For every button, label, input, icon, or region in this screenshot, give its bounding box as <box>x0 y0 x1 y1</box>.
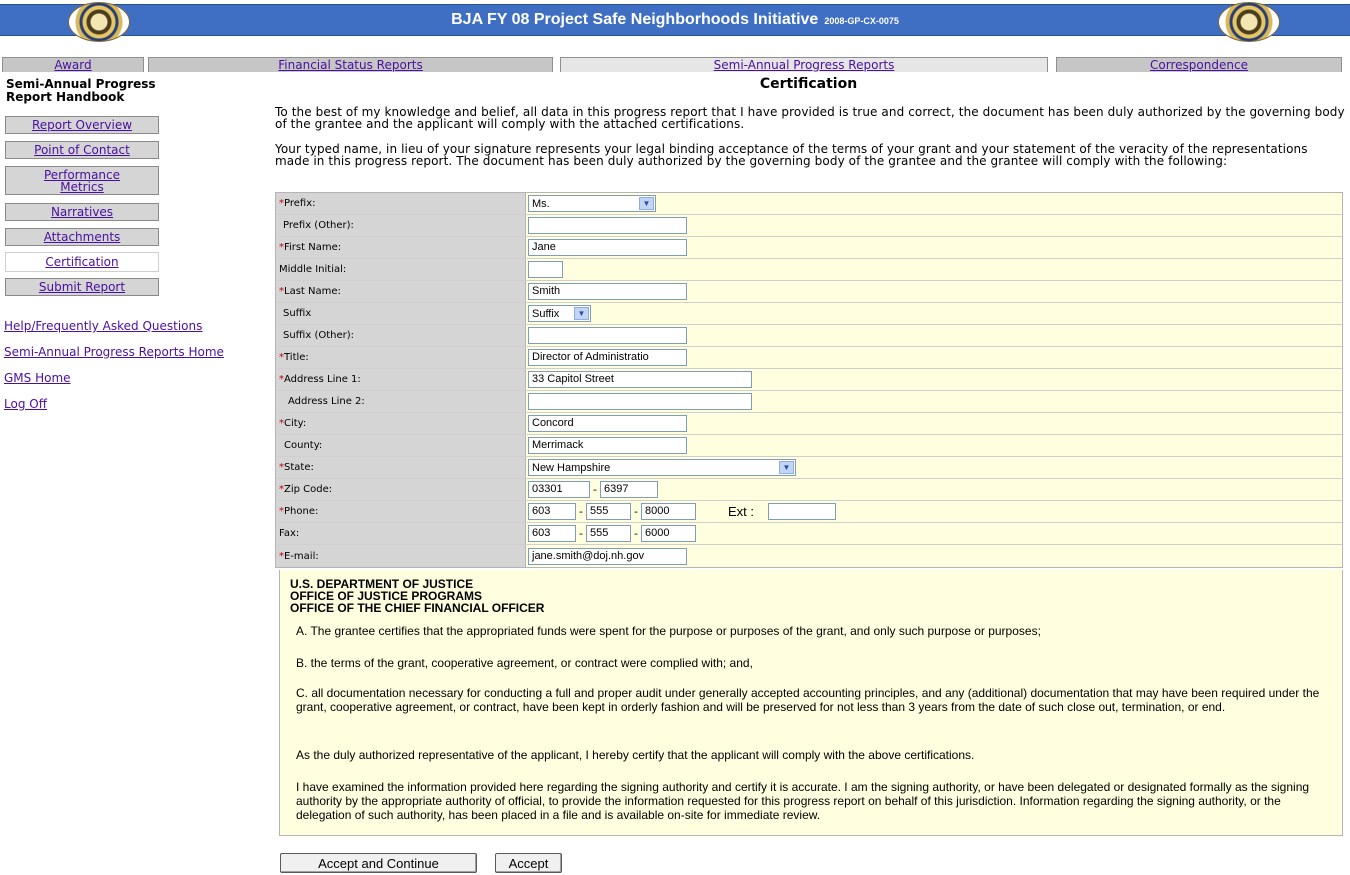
accept-button[interactable]: Accept <box>495 853 562 873</box>
first-name-input[interactable]: Jane <box>528 239 687 256</box>
form-row-address-line-2 <box>276 391 1342 413</box>
required-marker: * <box>279 418 284 429</box>
chevron-down-icon[interactable]: ▼ <box>779 461 794 474</box>
form-row-state <box>276 457 1342 479</box>
phone-area-code-input[interactable]: 603 <box>528 503 576 520</box>
gms-home-link[interactable]: GMS Home <box>4 371 71 385</box>
tab-correspondence[interactable] <box>1056 57 1342 72</box>
suffix-select[interactable] <box>528 305 591 322</box>
form-row-email <box>276 545 1342 567</box>
sidebar-item-label[interactable]: Submit Report <box>38 280 126 294</box>
middle-initial-input[interactable] <box>528 261 563 278</box>
phone-line-input[interactable]: 8000 <box>641 503 696 520</box>
help-faq-link[interactable]: Help/Frequently Asked Questions <box>4 319 203 333</box>
tab-semi-annual-progress-reports[interactable] <box>560 57 1048 72</box>
form-row-suffix-other <box>276 325 1342 347</box>
form-row-fax <box>276 523 1342 545</box>
required-marker: * <box>279 484 284 495</box>
sidebar-item-performance-metrics[interactable] <box>5 166 159 195</box>
fax-prefix-input[interactable]: 555 <box>586 525 631 542</box>
zip-code-label: Zip Code: <box>284 484 333 495</box>
chevron-down-icon[interactable]: ▼ <box>639 197 654 210</box>
phone-prefix-input[interactable]: 555 <box>586 503 631 520</box>
suffix-other-input[interactable] <box>528 327 687 344</box>
email-input[interactable]: jane.smith@doj.nh.gov <box>528 548 687 565</box>
required-marker: * <box>279 374 284 385</box>
city-label: City: <box>284 418 307 429</box>
sidebar-item-label[interactable]: Point of Contact <box>34 143 130 157</box>
city-input[interactable]: Concord <box>528 415 687 432</box>
form-row-middle-initial <box>276 259 1342 281</box>
required-marker: * <box>279 352 284 363</box>
last-name-label: Last Name: <box>284 286 341 297</box>
prefix-other-label: Prefix (Other): <box>283 220 354 231</box>
signature-paragraph: Your typed name, in lieu of your signature represents your legal binding acceptance of the terms of your grant and your statement of the veracity of the representations made in this progress report. The document has been duly authorized by the governing body of the grantee and the grantee will comply with the following: <box>275 142 1308 168</box>
tab-financial-status-reports-label[interactable]: Financial Status Reports <box>278 58 423 72</box>
sidebar-item-label[interactable]: Performance Metrics <box>43 167 121 194</box>
certification-clause-c: C. all documentation necessary for conducting a full and proper audit under generally accepted accounting principles, and any (additional) documentation that may have been required under the grant, cooperative agreement, or contract, have been kept in orderly fashion and will be preserved for not less than 3 years from the date of such close out, termination, or end. <box>296 686 1320 714</box>
required-marker: * <box>279 198 284 209</box>
log-off-link[interactable]: Log Off <box>4 397 47 411</box>
certification-clause-b: B. the terms of the grant, cooperative agreement, or contract were complied with; and, <box>296 656 753 670</box>
fax-area-code-input[interactable]: 603 <box>528 525 576 542</box>
form-row-zip-code <box>276 479 1342 501</box>
sidebar-item-report-overview[interactable] <box>5 116 159 134</box>
certification-statement <box>279 570 1343 836</box>
progress-reports-home-link[interactable]: Semi-Annual Progress Reports Home <box>4 345 224 359</box>
sidebar-item-submit-report[interactable] <box>5 278 159 296</box>
fax-separator: - <box>633 527 638 540</box>
prefix-label: Prefix: <box>284 198 316 209</box>
sidebar-item-label[interactable]: Attachments <box>43 230 121 244</box>
contact-form <box>275 192 1343 568</box>
title-input[interactable]: Director of Administratio <box>528 349 687 366</box>
address-line-1-input[interactable]: 33 Capitol Street <box>528 371 752 388</box>
form-row-phone <box>276 501 1342 523</box>
phone-separator: - <box>633 505 638 518</box>
certification-heading: U.S. DEPARTMENT OF JUSTICE OFFICE OF JUSTICE PROGRAMS OFFICE OF THE CHIEF FINANCIAL OFFICER <box>290 577 545 615</box>
sidebar-item-label[interactable]: Certification <box>45 255 119 269</box>
header-bar <box>0 4 1350 36</box>
middle-initial-label: Middle Initial: <box>279 264 347 275</box>
phone-separator: - <box>579 505 583 518</box>
address-line-1-label: Address Line 1: <box>284 374 361 385</box>
county-input[interactable]: Merrimack <box>528 437 687 454</box>
form-row-title <box>276 347 1342 369</box>
suffix-label: Suffix <box>283 308 312 319</box>
address-line-2-label: Address Line 2: <box>288 396 365 407</box>
zip-code-input[interactable]: 03301 <box>528 481 590 498</box>
prefix-other-input[interactable] <box>528 217 687 234</box>
sidebar-item-label[interactable]: Report Overview <box>31 118 133 132</box>
sidebar-item-certification[interactable] <box>5 252 159 272</box>
title-label: Title: <box>284 352 309 363</box>
required-marker: * <box>279 506 284 517</box>
prefix-select-value: Ms. <box>532 197 550 210</box>
page-title: Certification <box>759 76 858 92</box>
form-row-prefix-other <box>276 215 1342 237</box>
sidebar-item-narratives[interactable] <box>5 203 159 221</box>
first-name-label: First Name: <box>284 242 342 253</box>
zip-extension-input[interactable]: 6397 <box>600 481 658 498</box>
doj-seal-icon <box>1218 2 1280 42</box>
form-row-prefix <box>276 193 1342 215</box>
state-label: State: <box>284 462 314 473</box>
last-name-input[interactable]: Smith <box>528 283 687 300</box>
accept-and-continue-button[interactable]: Accept and Continue <box>280 853 477 873</box>
intro-paragraph: To the best of my knowledge and belief, all data in this progress report that I have provided is true and correct, the document has been duly authorized by the governing body of the grantee and the applicant will comply with the attached certifications. <box>275 105 1345 131</box>
chevron-down-icon[interactable]: ▼ <box>574 307 589 320</box>
phone-label: Phone: <box>284 506 319 517</box>
page-header-title: BJA FY 08 Project Safe Neighborhoods Initiative 2008-GP-CX-0075 <box>451 11 899 28</box>
required-marker: * <box>279 242 284 253</box>
certification-signing-authority-statement: I have examined the information provided here regarding the signing authority and certify it is accurate. I am the signing authority, or have been delegated or designated formally as the signing authority by the appropriate authority of official, to provide the information requested for this progress report on behalf of this jurisdiction. Information regarding the signing authority, or the delegation of such authority, has been placed in a file and is available on-site for immediate review. <box>296 780 1310 822</box>
prefix-select[interactable] <box>528 195 656 212</box>
tab-award-label[interactable]: Award <box>54 58 92 72</box>
sidebar-item-attachments[interactable] <box>5 228 159 246</box>
certification-representative-statement: As the duly authorized representative of the applicant, I hereby certify that the applicant will comply with the above certifications. <box>296 748 975 762</box>
tab-correspondence-label[interactable]: Correspondence <box>1150 58 1248 72</box>
fax-separator: - <box>579 527 583 540</box>
required-marker: * <box>279 462 284 473</box>
fax-line-input[interactable]: 6000 <box>641 525 696 542</box>
zip-separator: - <box>593 483 597 496</box>
tab-award[interactable] <box>2 57 144 72</box>
form-row-last-name <box>276 281 1342 303</box>
suffix-select-value: Suffix <box>532 307 560 320</box>
certification-clause-a: A. The grantee certifies that the appropriated funds were spent for the purpose or purposes of the grant, and only such purpose or purposes; <box>296 624 1041 638</box>
form-row-address-line-1 <box>276 369 1342 391</box>
form-row-suffix <box>276 303 1342 325</box>
address-line-2-input[interactable] <box>528 393 752 410</box>
form-row-first-name <box>276 237 1342 259</box>
suffix-other-label: Suffix (Other): <box>283 330 355 341</box>
phone-ext-input[interactable] <box>768 503 836 520</box>
email-label: E-mail: <box>284 550 319 562</box>
state-select[interactable] <box>528 459 796 476</box>
county-label: County: <box>284 440 323 451</box>
sidebar-item-point-of-contact[interactable] <box>5 141 159 159</box>
fax-label: Fax: <box>279 528 300 539</box>
required-marker: * <box>279 550 284 562</box>
award-number: 2008-GP-CX-0075 <box>824 16 899 26</box>
form-row-city <box>276 413 1342 435</box>
required-marker: * <box>279 286 284 297</box>
state-select-value: New Hampshire <box>532 461 611 474</box>
tab-semi-annual-progress-reports-label[interactable]: Semi-Annual Progress Reports <box>713 58 895 72</box>
sidebar-heading: Semi-Annual Progress Report Handbook <box>6 77 156 104</box>
tab-financial-status-reports[interactable] <box>148 57 553 72</box>
form-row-county <box>276 435 1342 457</box>
sidebar-item-label[interactable]: Narratives <box>50 205 114 219</box>
phone-ext-label: Ext : <box>727 504 754 519</box>
